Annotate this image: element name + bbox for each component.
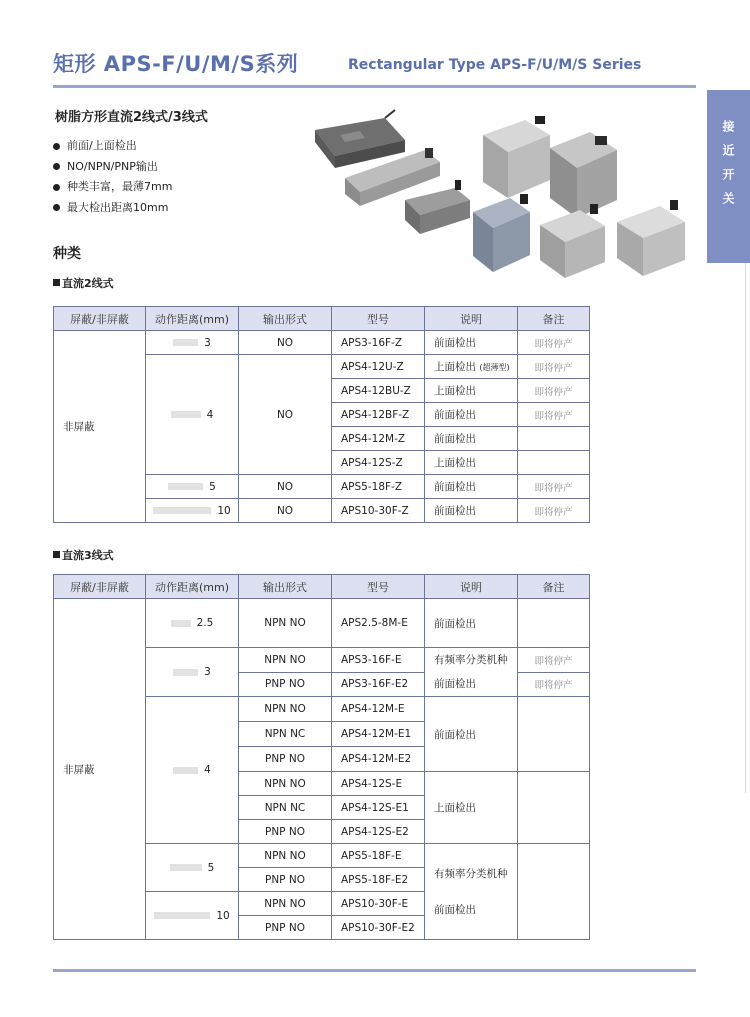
bullet-icon: [53, 184, 60, 191]
column-header: 动作距离(mm): [146, 307, 239, 331]
distance-cell: 4: [146, 697, 239, 844]
model-cell: APS5-18F-E: [332, 844, 425, 868]
desc-tag: (超薄型): [479, 363, 510, 372]
model-cell: APS4-12M-E1: [332, 722, 425, 747]
note-cell: [518, 772, 590, 844]
note-cell: 即将停产: [518, 475, 590, 499]
desc-cell: 有频率分类机种 前面检出: [425, 648, 518, 697]
column-header: 动作距离(mm): [146, 575, 239, 599]
note-cell: [518, 427, 590, 451]
desc-cell: 前面检出: [425, 403, 518, 427]
model-cell: APS5-18F-E2: [332, 868, 425, 892]
distance-bar: [168, 483, 203, 490]
feature-item: NO/NPN/PNP输出: [53, 157, 172, 178]
dc-2wire-table: [53, 306, 590, 523]
model-cell: APS4-12M-E2: [332, 747, 425, 772]
model-cell: APS4-12S-E1: [332, 796, 425, 820]
note-cell: 即将停产: [518, 403, 590, 427]
desc-cell: 前面检出: [425, 475, 518, 499]
feature-item: 种类丰富，最薄7mm: [53, 177, 172, 198]
distance-cell: 2.5: [146, 599, 239, 648]
distance-cell: 3: [146, 648, 239, 697]
model-cell: APS4-12BU-Z: [332, 379, 425, 403]
desc-cell: 前面检出: [425, 427, 518, 451]
table-header-row: [54, 307, 590, 331]
output-cell: NPN NO: [239, 892, 332, 916]
note-cell: 即将停产: [518, 672, 590, 697]
model-cell: APS10-30F-Z: [332, 499, 425, 523]
model-cell: APS3-16F-E: [332, 648, 425, 673]
sensor-cube-1: [483, 116, 550, 198]
distance-bar: [173, 669, 198, 676]
column-header: 屏蔽/非屏蔽: [54, 307, 146, 331]
output-cell: NO: [239, 331, 332, 355]
distance-cell: 5: [146, 475, 239, 499]
desc-cell: 前面检出: [425, 499, 518, 523]
model-cell: APS10-30F-E2: [332, 916, 425, 940]
model-cell: APS4-12S-E: [332, 772, 425, 796]
column-header: 型号: [332, 307, 425, 331]
square-bullet-icon: [53, 551, 60, 558]
model-cell: APS3-16F-E2: [332, 672, 425, 697]
distance-bar: [173, 767, 198, 774]
output-cell: PNP NO: [239, 820, 332, 844]
column-header: 屏蔽/非屏蔽: [54, 575, 146, 599]
table-row: [54, 331, 590, 355]
note-cell: 即将停产: [518, 648, 590, 673]
sensor-cube-2: [550, 132, 617, 218]
distance-bar: [173, 339, 198, 346]
output-cell: PNP NO: [239, 747, 332, 772]
column-header: 说明: [425, 575, 518, 599]
square-bullet-icon: [53, 279, 60, 286]
distance-bar: [154, 912, 210, 919]
column-header: 输出形式: [239, 575, 332, 599]
sensor-thin-front: [315, 110, 405, 168]
feature-list: [53, 136, 172, 218]
distance-cell: 5: [146, 844, 239, 892]
model-cell: APS4-12U-Z: [332, 355, 425, 379]
title-divider: [53, 85, 696, 88]
side-tab-label: 接近开关: [721, 120, 735, 216]
desc-cell: 前面检出: [425, 697, 518, 772]
output-cell: NO: [239, 355, 332, 475]
output-cell: NPN NO: [239, 599, 332, 648]
model-cell: APS4-12M-E: [332, 697, 425, 722]
note-cell: 即将停产: [518, 499, 590, 523]
column-header: 备注: [518, 575, 590, 599]
sensor-cube-5: [617, 200, 685, 276]
sensor-small: [405, 180, 470, 234]
bullet-icon: [53, 204, 60, 211]
model-cell: APS4-12M-Z: [332, 427, 425, 451]
bullet-icon: [53, 163, 60, 170]
model-cell: APS4-12BF-Z: [332, 403, 425, 427]
desc-cell: 前面检出: [425, 599, 518, 648]
model-cell: APS2.5-8M-E: [332, 599, 425, 648]
output-cell: NPN NO: [239, 697, 332, 722]
desc-cell: 上面检出: [425, 379, 518, 403]
note-cell: [518, 697, 590, 772]
output-cell: NPN NC: [239, 796, 332, 820]
feature-item: 前面/上面检出: [53, 136, 172, 157]
desc-cell: 前面检出: [425, 331, 518, 355]
section-subtitle: 树脂方形直流2线式/3线式: [55, 110, 208, 125]
types-heading: 种类: [53, 246, 81, 262]
desc-cell: 上面检出: [425, 451, 518, 475]
column-header: 输出形式: [239, 307, 332, 331]
shield-cell: 非屏蔽: [54, 599, 146, 940]
page-title-english: Rectangular Type APS-F/U/M/S Series: [348, 57, 642, 73]
output-cell: NPN NO: [239, 648, 332, 673]
note-cell: 即将停产: [518, 355, 590, 379]
note-cell: [518, 844, 590, 940]
note-cell: 即将停产: [518, 331, 590, 355]
desc-cell: 上面检出 (超薄型): [425, 355, 518, 379]
table-row: [54, 599, 590, 648]
distance-bar: [171, 411, 201, 418]
bottom-divider: [53, 969, 696, 972]
table1-label: 直流2线式: [53, 275, 114, 291]
distance-bar: [170, 864, 202, 871]
distance-cell: 3: [146, 331, 239, 355]
note-cell: [518, 451, 590, 475]
model-cell: APS4-12S-Z: [332, 451, 425, 475]
column-header: 说明: [425, 307, 518, 331]
output-cell: PNP NO: [239, 916, 332, 940]
note-cell: 即将停产: [518, 379, 590, 403]
bullet-icon: [53, 143, 60, 150]
dc-3wire-table: [53, 574, 590, 940]
column-header: 备注: [518, 307, 590, 331]
table-header-row: [54, 575, 590, 599]
page-title: 矩形 APS-F/U/M/S系列: [53, 52, 299, 76]
sensor-cube-4: [540, 204, 605, 278]
output-cell: NPN NC: [239, 722, 332, 747]
model-cell: APS4-12S-E2: [332, 820, 425, 844]
shield-cell: 非屏蔽: [54, 331, 146, 523]
note-cell: [518, 599, 590, 648]
distance-cell: 10: [146, 499, 239, 523]
sensor-cube-3: [473, 194, 530, 272]
output-cell: PNP NO: [239, 868, 332, 892]
output-cell: NPN NO: [239, 772, 332, 796]
desc-cell: 上面检出: [425, 772, 518, 844]
desc-cell: 有频率分类机种 前面检出: [425, 844, 518, 940]
model-cell: APS5-18F-Z: [332, 475, 425, 499]
output-cell: NO: [239, 499, 332, 523]
side-divider: [745, 263, 746, 793]
distance-bar: [153, 507, 211, 514]
output-cell: NPN NO: [239, 844, 332, 868]
model-cell: APS10-30F-E: [332, 892, 425, 916]
output-cell: PNP NO: [239, 672, 332, 697]
model-cell: APS3-16F-Z: [332, 331, 425, 355]
product-photo: [305, 100, 700, 280]
output-cell: NO: [239, 475, 332, 499]
distance-cell: 4: [146, 355, 239, 475]
table2-label: 直流3线式: [53, 547, 114, 563]
feature-item: 最大检出距离10mm: [53, 198, 172, 219]
distance-cell: 10: [146, 892, 239, 940]
column-header: 型号: [332, 575, 425, 599]
distance-bar: [171, 620, 191, 627]
